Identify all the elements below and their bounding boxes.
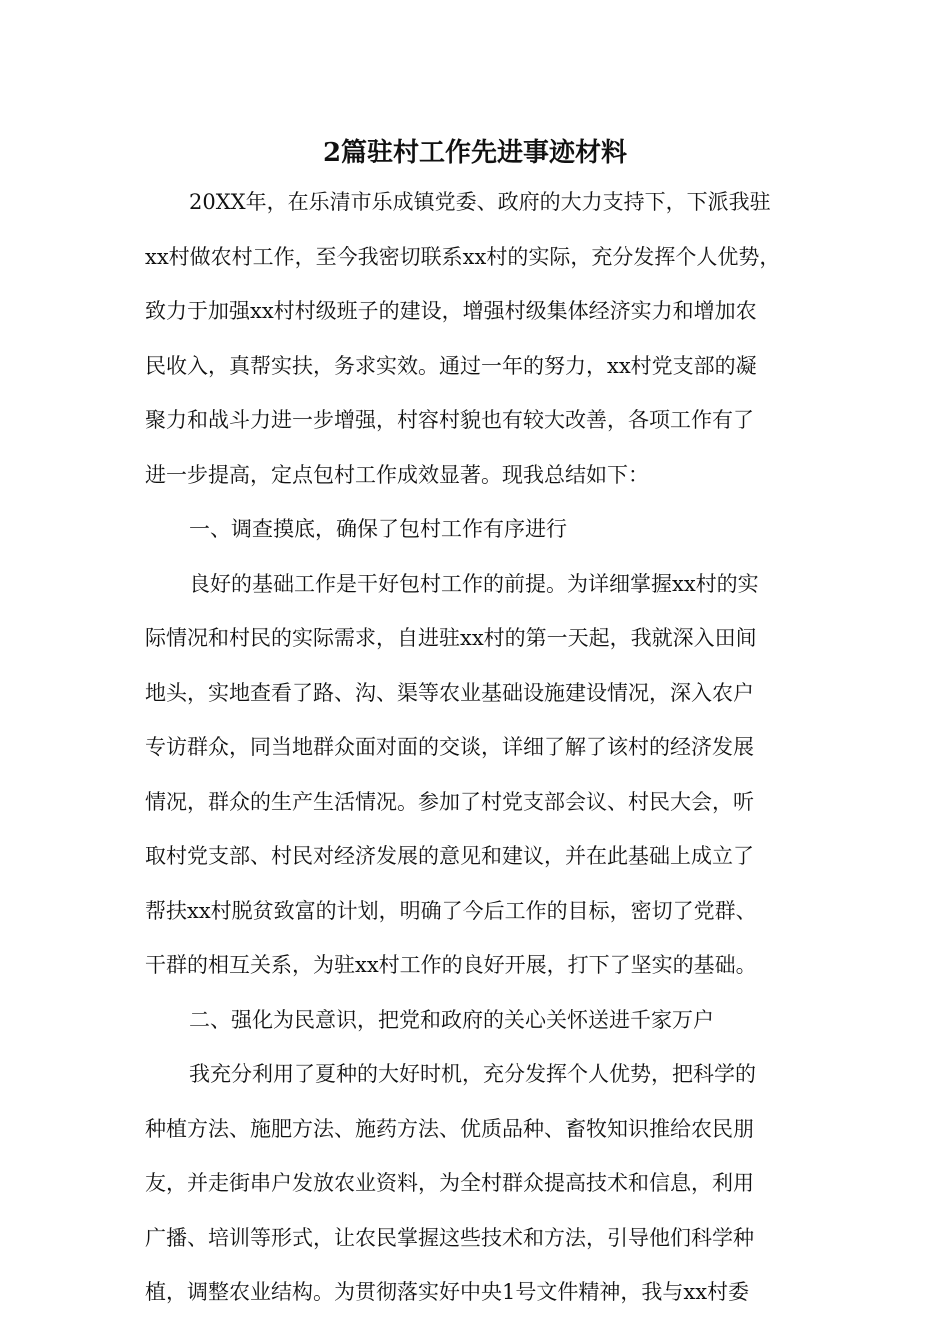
text-line: 我充分利用了夏种的大好时机，充分发挥个人优势，把科学的 [189,1062,756,1086]
text-line: 种植方法、施肥方法、施药方法、优质品种、畜牧知识推给农民朋 [145,1116,754,1141]
text-line: 际情况和村民的实际需求，自进驻xx村的第一天起，我就深入田间 [145,626,757,650]
text-line: 帮扶xx村脱贫致富的计划，明确了今后工作的目标，密切了党群、 [145,898,757,923]
text-line: 20XX年，在乐清市乐成镇党委、政府的大力支持下，下派我驻 [189,190,771,214]
text-line: 致力于加强xx村村级班子的建设，增强村级集体经济实力和增加农 [145,299,757,323]
text-line: 干群的相互关系，为驻xx村工作的良好开展，打下了坚实的基础。 [145,953,757,977]
text-line: 一、调查摸底，确保了包村工作有序进行 [189,517,567,541]
text-line: 植，调整农业结构。为贯彻落实好中央1号文件精神，我与xx村委 [145,1280,750,1304]
text-line: 二、强化为民意识，把党和政府的关心关怀送进千家万户 [189,1007,714,1032]
text-line: 专访群众，同当地群众面对面的交谈，详细了解了该村的经济发展 [145,735,754,759]
text-line: 取村党支部、村民对经济发展的意见和建议，并在此基础上成立了 [145,844,754,868]
text-line: 情况，群众的生产生活情况。参加了村党支部会议、村民大会，听 [145,789,754,814]
text-line: 广播、培训等形式，让农民掌握这些技术和方法，引导他们科学种 [145,1225,754,1250]
document-title: 2篇驻村工作先进事迹材料 [322,138,628,168]
document-body [145,184,825,1329]
text-line: 良好的基础工作是干好包村工作的前提。为详细掌握xx村的实 [189,571,759,596]
text-line: 聚力和战斗力进一步增强，村容村貌也有较大改善，各项工作有了 [145,408,754,432]
text-line: 友，并走街串户发放农业资料，为全村群众提高技术和信息，利用 [145,1171,754,1195]
text-line: 民收入，真帮实扶，务求实效。通过一年的努力，xx村党支部的凝 [145,353,757,378]
text-line: 进一步提高，定点包村工作成效显著。现我总结如下： [145,462,649,487]
text-line: 地头，实地查看了路、沟、渠等农业基础设施建设情况，深入农户 [145,680,754,705]
text-line: xx村做农村工作，至今我密切联系xx村的实际，充分发挥个人优势， [145,244,781,269]
